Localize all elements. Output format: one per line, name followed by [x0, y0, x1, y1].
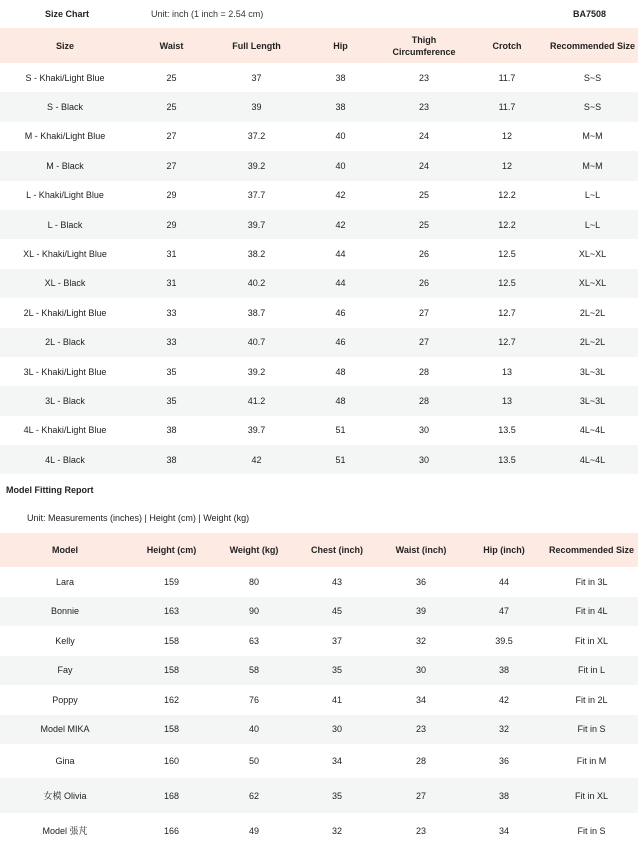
cell-waist: 31 — [166, 278, 177, 289]
cell-size: XL - Khaki/Light Blue — [23, 249, 107, 260]
cell-waist: 25 — [166, 72, 177, 83]
table-row — [0, 626, 638, 656]
cell-hip: 48 — [335, 395, 346, 406]
size-chart-header-row — [0, 28, 638, 63]
cell-hip: 32 — [498, 724, 509, 735]
cell-thigh: 25 — [418, 219, 429, 230]
cell-size: M - Black — [46, 160, 84, 171]
table-row — [0, 656, 638, 686]
size-chart-table — [0, 28, 638, 474]
col-header-waist: Waist — [159, 40, 184, 51]
thigh-line-1: Thigh — [411, 34, 437, 45]
cell-full-length: 42 — [251, 454, 262, 465]
table-row — [0, 239, 638, 268]
cell-recommended: Fit in 2L — [575, 694, 608, 705]
cell-waist: 28 — [415, 756, 426, 766]
cell-weight: 49 — [248, 825, 259, 836]
cell-recommended: S~S — [583, 72, 602, 83]
cell-waist: 25 — [166, 102, 177, 113]
cell-full-length: 37 — [251, 72, 262, 83]
cell-thigh: 27 — [418, 337, 429, 348]
cell-weight: 90 — [248, 606, 259, 617]
table-row — [0, 63, 638, 92]
cell-full-length: 41.2 — [247, 395, 266, 406]
cell-weight: 80 — [248, 576, 259, 587]
cell-waist: 23 — [415, 825, 426, 836]
cell-crotch: 12.5 — [498, 249, 516, 260]
cell-chest: 43 — [331, 576, 342, 587]
cell-full-length: 40.2 — [247, 278, 266, 289]
cell-height: 159 — [163, 576, 180, 587]
cell-weight: 63 — [248, 635, 259, 646]
cell-full-length: 38.7 — [247, 307, 266, 318]
cell-hip: 42 — [498, 694, 509, 705]
model-table-header-row — [0, 533, 638, 567]
cell-chest: 41 — [331, 694, 342, 705]
cell-hip: 44 — [498, 576, 509, 587]
cell-thigh: 26 — [418, 278, 429, 289]
col-header-model-waist: Waist (inch) — [395, 545, 447, 555]
cell-height: 168 — [163, 790, 180, 801]
cell-model: Kelly — [55, 635, 75, 646]
table-row — [0, 567, 638, 597]
cell-chest: 45 — [331, 606, 342, 617]
cell-waist: 38 — [166, 454, 177, 465]
cell-size: XL - Black — [44, 278, 86, 289]
cell-waist: 23 — [415, 724, 426, 735]
table-row — [0, 357, 638, 386]
col-header-model-hip: Hip (inch) — [483, 545, 525, 555]
cell-full-length: 39.7 — [247, 425, 266, 436]
cell-size: 3L - Khaki/Light Blue — [23, 366, 107, 377]
cell-recommended: 4L~4L — [579, 425, 606, 436]
cell-recommended: XL~XL — [578, 249, 607, 260]
cell-weight: 58 — [248, 665, 259, 676]
col-header-full-length: Full Length — [232, 40, 281, 51]
cell-model: Fay — [57, 665, 73, 676]
cell-hip: 51 — [335, 454, 346, 465]
cell-full-length: 38.2 — [247, 249, 266, 260]
cell-chest: 30 — [331, 724, 342, 735]
cell-thigh: 26 — [418, 249, 429, 260]
cell-full-length: 39.2 — [247, 160, 266, 171]
col-header-weight: Weight (kg) — [229, 545, 279, 555]
cell-waist: 33 — [166, 337, 177, 348]
cell-recommended: Fit in XL — [574, 790, 608, 801]
cell-size: L - Black — [47, 219, 83, 230]
thigh-line-2: Circumference — [392, 46, 456, 57]
table-row — [0, 151, 638, 180]
cell-chest: 37 — [331, 635, 342, 646]
cell-crotch: 13 — [501, 366, 512, 377]
cell-crotch: 13.5 — [498, 425, 516, 436]
cell-model: Model MIKA — [40, 724, 90, 735]
cell-recommended: 4L~4L — [579, 454, 606, 465]
cell-full-length: 37.7 — [247, 190, 266, 201]
table-row — [0, 269, 638, 298]
cell-waist: 27 — [166, 131, 177, 142]
cell-size: L - Khaki/Light Blue — [26, 190, 104, 201]
cell-chest: 35 — [331, 790, 342, 801]
cell-thigh: 23 — [418, 72, 429, 83]
model-report-unit-note: Unit: Measurements (inches) | Height (cm) | Weight (kg) — [27, 513, 250, 523]
cell-hip: 47 — [498, 606, 509, 617]
cell-waist: 31 — [166, 249, 177, 260]
cell-hip: 40 — [335, 160, 346, 171]
col-header-recommended: Recommended Size — [549, 40, 636, 51]
cell-thigh: 24 — [418, 160, 429, 171]
table-row — [0, 778, 638, 813]
cell-size: 2L - Khaki/Light Blue — [23, 307, 107, 318]
cell-recommended: 2L~2L — [579, 307, 606, 318]
cell-crotch: 11.7 — [498, 72, 516, 83]
table-row — [0, 445, 638, 474]
cell-height: 160 — [163, 756, 180, 766]
cell-crotch: 12.5 — [498, 278, 516, 289]
cell-hip: 44 — [335, 249, 346, 260]
cell-chest: 32 — [331, 825, 342, 836]
cell-model: 女模 Olivia — [43, 791, 87, 801]
cell-hip: 38 — [335, 72, 346, 83]
cell-thigh: 30 — [418, 454, 429, 465]
cell-full-length: 40.7 — [247, 337, 266, 348]
col-header-thigh — [381, 28, 467, 63]
table-row — [0, 210, 638, 239]
cell-full-length: 37.2 — [247, 131, 266, 142]
table-row — [0, 181, 638, 210]
cell-recommended: Fit in M — [576, 756, 607, 766]
cell-size: 4L - Khaki/Light Blue — [23, 425, 107, 436]
cell-waist: 36 — [415, 576, 426, 587]
cell-recommended: Fit in S — [577, 724, 606, 735]
cell-thigh: 23 — [418, 102, 429, 113]
table-row — [0, 328, 638, 357]
cell-hip: 38 — [498, 790, 509, 801]
model-report-title: Model Fitting Report — [6, 485, 94, 495]
col-header-model-recommended: Recommended Size — [548, 545, 635, 555]
cell-height: 158 — [163, 724, 180, 735]
col-header-hip: Hip — [333, 40, 348, 51]
cell-thigh: 28 — [418, 395, 429, 406]
cell-waist: 35 — [166, 366, 177, 377]
cell-recommended: Fit in S — [577, 825, 606, 836]
cell-height: 158 — [163, 665, 180, 676]
cell-hip: 38 — [498, 665, 509, 676]
size-chart-unit-note: Unit: inch (1 inch = 2.54 cm) — [151, 9, 264, 19]
cell-height: 162 — [163, 694, 180, 705]
cell-model: Bonnie — [50, 606, 80, 617]
cell-recommended: Fit in L — [577, 665, 605, 676]
table-row — [0, 416, 638, 445]
cell-waist: 29 — [166, 219, 177, 230]
cell-size: M - Khaki/Light Blue — [24, 131, 106, 142]
cell-waist: 39 — [415, 606, 426, 617]
cell-recommended: 2L~2L — [579, 337, 606, 348]
cell-hip: 48 — [335, 366, 346, 377]
cell-height: 166 — [163, 825, 180, 836]
cell-size: 4L - Black — [45, 454, 85, 465]
col-header-model: Model — [52, 545, 78, 555]
col-header-height: Height (cm) — [146, 545, 197, 555]
cell-waist: 38 — [166, 425, 177, 436]
cell-full-length: 39.2 — [247, 366, 266, 377]
cell-model: Poppy — [52, 694, 78, 705]
cell-hip: 46 — [335, 337, 346, 348]
cell-thigh: 25 — [418, 190, 429, 201]
table-row — [0, 715, 638, 745]
table-row — [0, 813, 638, 848]
cell-model: Gina — [55, 756, 75, 766]
cell-crotch: 12.2 — [498, 219, 516, 230]
cell-thigh: 30 — [418, 425, 429, 436]
cell-crotch: 13.5 — [498, 454, 516, 465]
cell-waist: 35 — [166, 395, 177, 406]
cell-waist: 27 — [415, 790, 426, 801]
cell-crotch: 12.7 — [498, 307, 516, 318]
cell-hip: 40 — [335, 131, 346, 142]
cell-hip: 38 — [335, 102, 346, 113]
cell-weight: 62 — [248, 790, 259, 801]
cell-waist: 32 — [415, 635, 426, 646]
cell-crotch: 12.7 — [498, 337, 516, 348]
cell-hip: 46 — [335, 307, 346, 318]
cell-waist: 33 — [166, 307, 177, 318]
size-chart-title: Size Chart — [45, 9, 90, 19]
table-row — [0, 92, 638, 121]
cell-hip: 51 — [335, 425, 346, 436]
cell-recommended: XL~XL — [578, 278, 607, 289]
cell-thigh: 27 — [418, 307, 429, 318]
cell-thigh: 24 — [418, 131, 429, 142]
cell-crotch: 12 — [501, 131, 512, 142]
cell-crotch: 12.2 — [498, 190, 516, 201]
cell-hip: 34 — [498, 825, 509, 836]
table-row — [0, 744, 638, 778]
col-header-size: Size — [55, 40, 74, 51]
cell-full-length: 39.7 — [247, 219, 266, 230]
cell-crotch: 11.7 — [498, 102, 516, 113]
table-row — [0, 298, 638, 327]
cell-recommended: S~S — [583, 102, 602, 113]
cell-hip: 42 — [335, 219, 346, 230]
cell-recommended: 3L~3L — [579, 395, 606, 406]
cell-height: 158 — [163, 635, 180, 646]
cell-hip: 44 — [335, 278, 346, 289]
cell-size: 3L - Black — [45, 395, 85, 406]
cell-weight: 40 — [248, 724, 259, 735]
col-header-chest: Chest (inch) — [310, 545, 363, 555]
cell-waist: 29 — [166, 190, 177, 201]
cell-model: Model 張芃 — [42, 826, 88, 836]
table-row — [0, 386, 638, 415]
cell-weight: 50 — [248, 756, 259, 766]
cell-recommended: Fit in 4L — [575, 606, 608, 617]
table-row — [0, 597, 638, 627]
cell-recommended: L~L — [584, 190, 601, 201]
cell-crotch: 13 — [501, 395, 512, 406]
cell-crotch: 12 — [501, 160, 512, 171]
cell-thigh: 28 — [418, 366, 429, 377]
cell-chest: 34 — [331, 756, 342, 766]
cell-weight: 76 — [248, 694, 259, 705]
cell-recommended: Fit in XL — [574, 635, 608, 646]
cell-model: Lara — [55, 576, 74, 587]
cell-hip: 42 — [335, 190, 346, 201]
col-header-crotch: Crotch — [492, 40, 522, 51]
cell-hip: 39.5 — [495, 635, 513, 646]
cell-waist: 27 — [166, 160, 177, 171]
cell-waist: 34 — [415, 694, 426, 705]
cell-hip: 36 — [498, 756, 509, 766]
cell-recommended: 3L~3L — [579, 366, 606, 377]
model-fitting-table — [0, 533, 638, 848]
cell-recommended: L~L — [584, 219, 601, 230]
cell-recommended: M~M — [582, 160, 603, 171]
cell-size: 2L - Black — [45, 337, 85, 348]
cell-size: S - Black — [46, 102, 83, 113]
cell-height: 163 — [163, 606, 180, 617]
product-code: BA7508 — [572, 9, 606, 19]
table-row — [0, 122, 638, 151]
cell-size: S - Khaki/Light Blue — [25, 72, 105, 83]
cell-recommended: Fit in 3L — [575, 576, 608, 587]
table-row — [0, 685, 638, 715]
cell-chest: 35 — [331, 665, 342, 676]
cell-recommended: M~M — [582, 131, 603, 142]
cell-waist: 30 — [415, 665, 426, 676]
cell-full-length: 39 — [251, 102, 262, 113]
size-chart-header — [0, 0, 638, 28]
